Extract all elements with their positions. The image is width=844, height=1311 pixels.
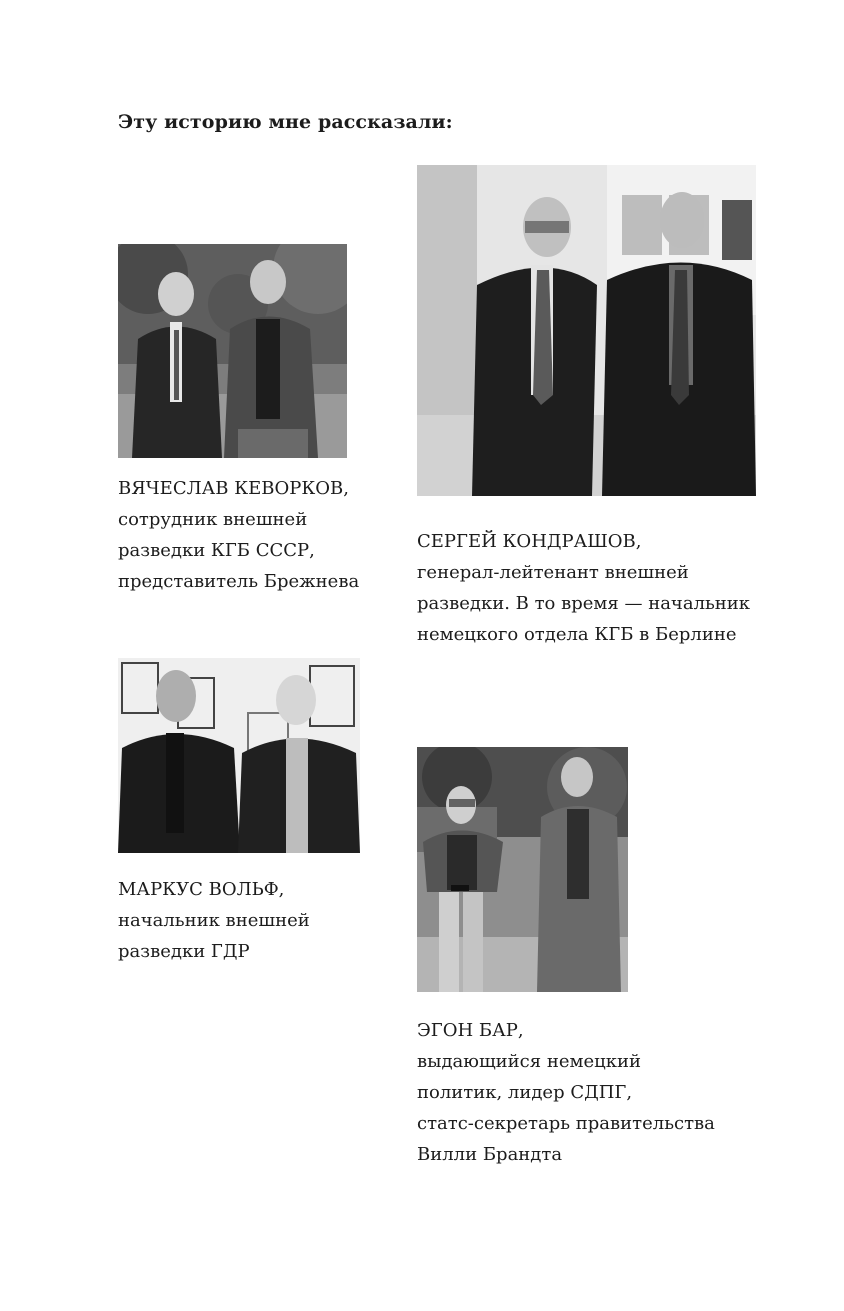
photo-kevorkov bbox=[118, 244, 347, 458]
caption-name: МАРКУС ВОЛЬФ, bbox=[118, 879, 285, 900]
caption-line: немецкого отдела КГБ в Берлине bbox=[417, 624, 737, 645]
photo-kondrashov bbox=[417, 165, 756, 496]
caption-line: политик, лидер СДПГ, bbox=[417, 1082, 633, 1103]
caption-line: разведки ГДР bbox=[118, 941, 250, 962]
caption-kondrashov bbox=[417, 526, 750, 650]
caption-name: ВЯЧЕСЛАВ КЕВОРКОВ, bbox=[118, 478, 349, 499]
caption-line: сотрудник внешней bbox=[118, 509, 308, 530]
caption-line: начальник внешней bbox=[118, 910, 310, 931]
caption-bahr bbox=[417, 1015, 715, 1170]
caption-line: статс-секретарь правительства bbox=[417, 1113, 715, 1134]
caption-wolf bbox=[118, 874, 310, 967]
caption-line: выдающийся немецкий bbox=[417, 1051, 641, 1072]
caption-name: ЭГОН БАР, bbox=[417, 1020, 524, 1041]
photo-wolf bbox=[118, 658, 360, 853]
caption-line: Вилли Брандта bbox=[417, 1144, 563, 1165]
caption-line: разведки КГБ СССР, bbox=[118, 540, 315, 561]
caption-line: представитель Брежнева bbox=[118, 571, 360, 592]
caption-line: разведки. В то время — начальник bbox=[417, 593, 751, 614]
caption-line: генерал-лейтенант внешней bbox=[417, 562, 689, 583]
caption-name: СЕРГЕЙ КОНДРАШОВ, bbox=[417, 531, 642, 552]
caption-kevorkov bbox=[118, 473, 359, 597]
photo-bahr bbox=[417, 747, 628, 992]
page-heading: Эту историю мне рассказали: bbox=[118, 111, 453, 133]
